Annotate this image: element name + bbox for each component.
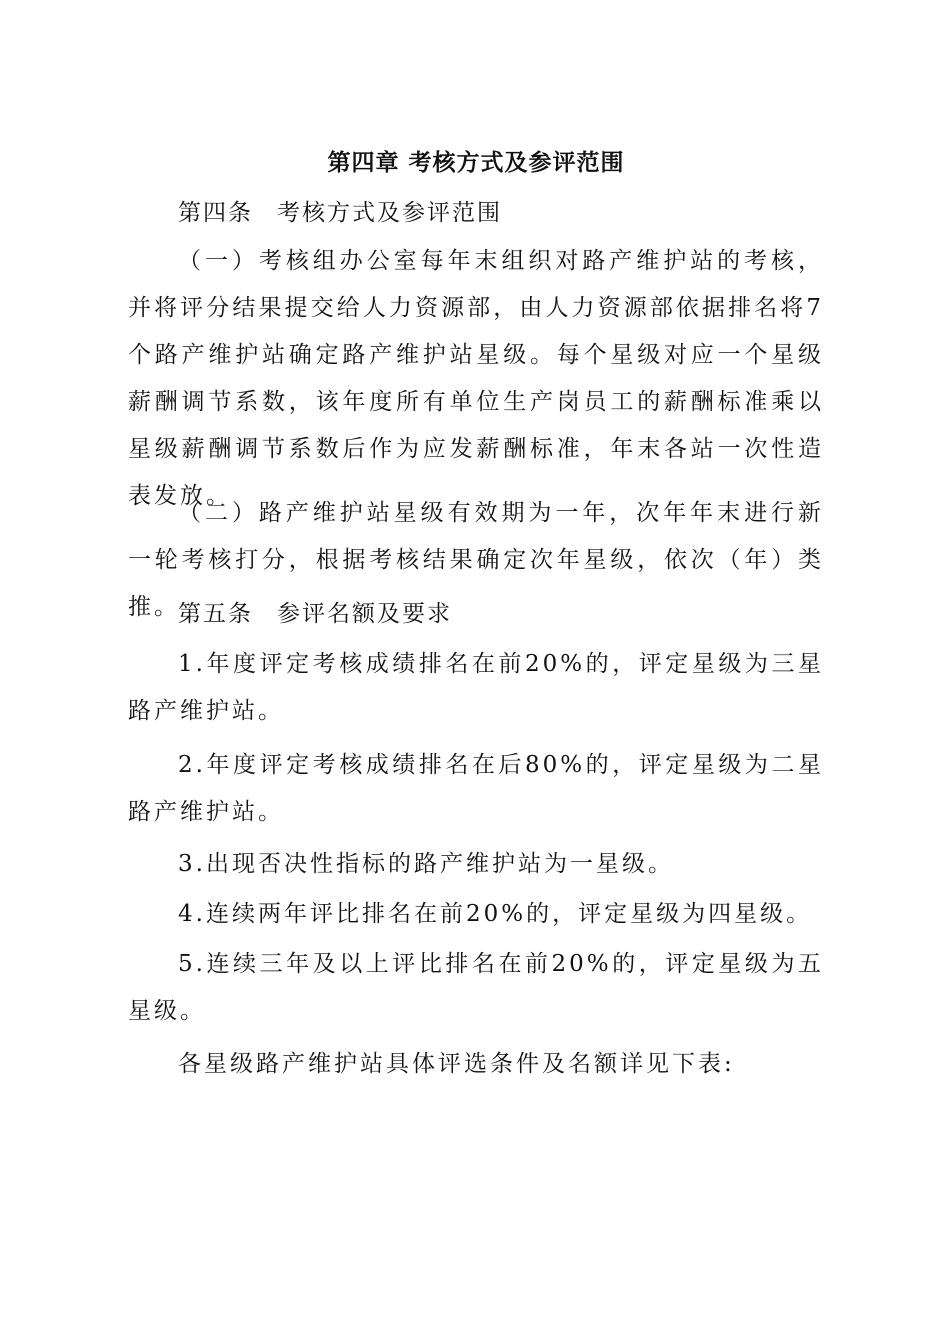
article-5-heading	[128, 591, 824, 638]
article-4-title: 考核方式及参评范围	[277, 200, 502, 226]
list-item-5-2: 2.年度评定考核成绩排名在后80%的，评定星级为二星路产维护站。	[128, 752, 824, 825]
list-item-5-3: 3.出现否决性指标的路产维护站为一星级。	[178, 851, 674, 877]
article-4-number: 第四条	[178, 200, 253, 226]
chapter-title: 第四章 考核方式及参评范围	[327, 150, 625, 176]
list-item-5-5: 5.连续三年及以上评比排名在前20%的，评定星级为五星级。	[128, 951, 824, 1024]
list-item-5-4: 4.连续两年评比排名在前20%的，评定星级为四星级。	[178, 901, 813, 927]
article-5-number: 第五条	[178, 601, 253, 627]
paragraph-4-1: （一）考核组办公室每年末组织对路产维护站的考核，并将评分结果提交给人力资源部，由人力资源部依据排名将7个路产维护站确定路产维护站星级。每个星级对应一个星级薪酬调节系数，该年度所有单位生产岗员工的薪酬标准乘以星级薪酬调节系数后作为应发薪酬标准，年末各站一次性造表发放。	[128, 248, 824, 509]
list-item-5-1: 1.年度评定考核成绩排名在前20%的，评定星级为三星路产维护站。	[128, 651, 824, 724]
closing-sentence: 各星级路产维护站具体评选条件及名额详见下表:	[178, 1051, 735, 1077]
article-4-heading	[128, 190, 824, 237]
paragraph-4-2: （二）路产维护站星级有效期为一年，次年年末进行新一轮考核打分，根据考核结果确定次年星级，依次（年）类推。	[128, 500, 824, 620]
article-5-title: 参评名额及要求	[277, 601, 452, 627]
